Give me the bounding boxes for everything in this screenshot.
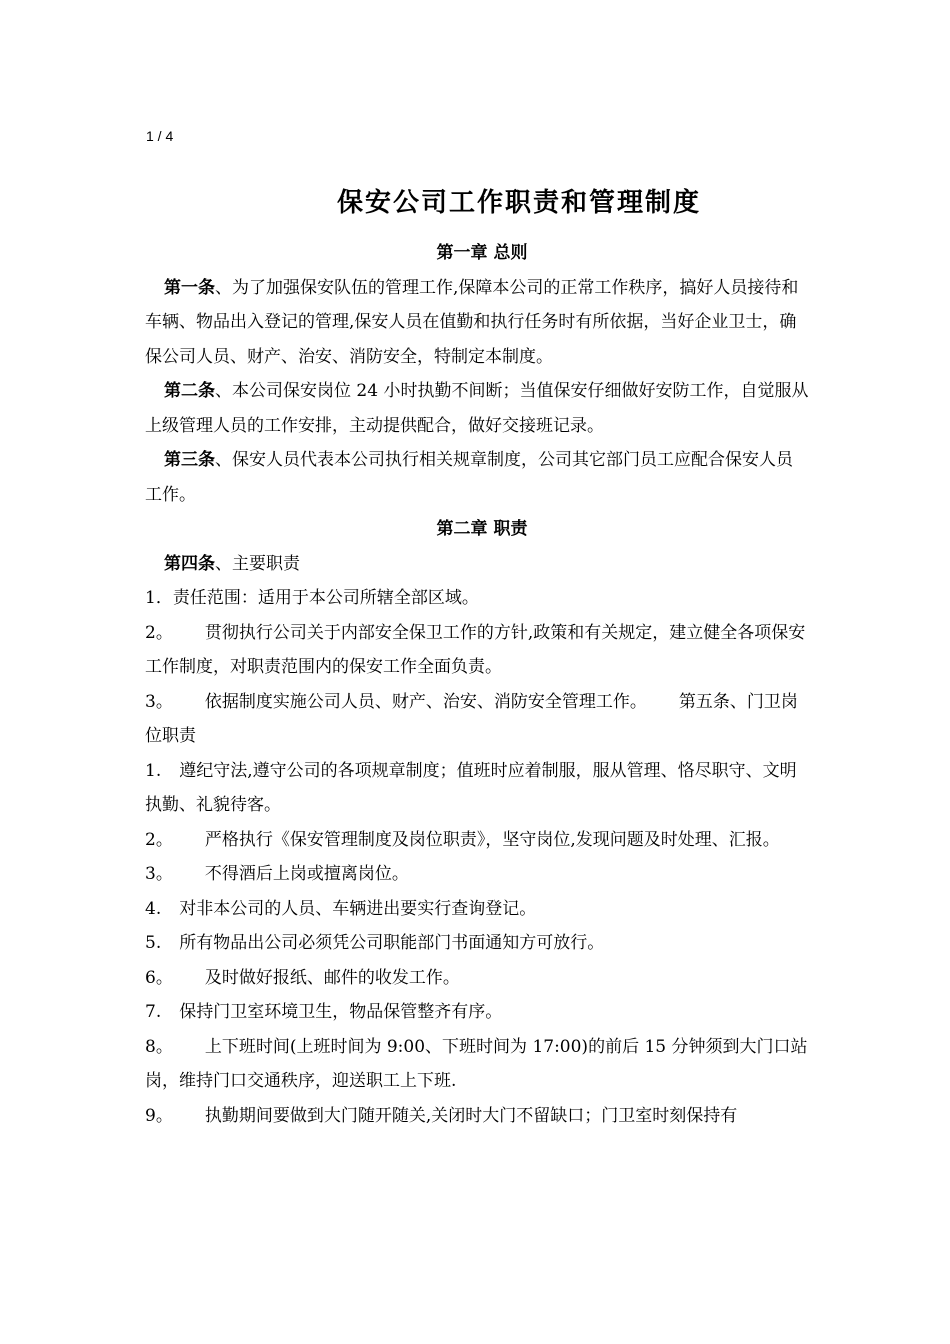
article-text: 、为了加强保安队伍的管理工作,保障本公司的正常工作秩序，搞好人员接待和车辆、物品出入登记的管理,保安人员在值勤和执行任务时有所依据，当好企业卫士，确保公司人员、财产、治安、消防安全，特制定本制度。 bbox=[145, 277, 799, 367]
article-4 bbox=[145, 547, 809, 582]
chapter-heading: 第一章 总则 bbox=[436, 243, 528, 263]
list-item: 5. 所有物品出公司必须凭公司职能部门书面通知方可放行。 bbox=[145, 933, 605, 953]
list-item: 6。 及时做好报纸、邮件的收发工作。 bbox=[145, 967, 460, 988]
list-item: 2。 贯彻执行公司关于内部安全保卫工作的方针,政策和有关规定，建立健全各项保安工作制度，对职责范围内的保安工作全面负责。 bbox=[145, 622, 806, 677]
article-label: 第一条 bbox=[164, 277, 215, 298]
list-item: 4. 对非本公司的人员、车辆进出要实行查询登记。 bbox=[145, 898, 537, 919]
list-item: 2。 严格执行《保安管理制度及岗位职责》，坚守岗位,发现问题及时处理、汇报。 bbox=[145, 829, 780, 850]
article-label: 第四条 bbox=[164, 553, 215, 574]
list-item: 3。 依据制度实施公司人员、财产、治安、消防安全管理工作。 第五条、门卫岗位职责 bbox=[145, 691, 798, 746]
document-body bbox=[145, 236, 809, 1133]
article-1 bbox=[145, 271, 809, 375]
article-label: 第二条 bbox=[164, 381, 215, 401]
article-label: 第三条 bbox=[164, 450, 215, 470]
article-3 bbox=[145, 443, 809, 512]
list-item: 1．责任范围：适用于本公司所辖全部区域。 bbox=[145, 588, 479, 608]
document-title: 保安公司工作职责和管理制度 bbox=[336, 188, 701, 218]
list-item: 9。 执勤期间要做到大门随开随关,关闭时大门不留缺口；门卫室时刻保持有 bbox=[145, 1105, 738, 1126]
article-text: 、本公司保安岗位 24 小时执勤不间断；当值保安仔细做好安防工作，自觉服从上级管理人员的工作安排，主动提供配合，做好交接班记录。 bbox=[145, 381, 809, 436]
list-item: 3。 不得酒后上岗或擅离岗位。 bbox=[145, 864, 409, 884]
page-number: 1 / 4 bbox=[146, 128, 174, 144]
article-2 bbox=[145, 374, 809, 443]
article-text: 、保安人员代表本公司执行相关规章制度，公司其它部门员工应配合保安人员工作。 bbox=[145, 450, 793, 505]
list-item: 8。 上下班时间(上班时间为 9:00、下班时间为 17:00)的前后 15 分钟须到大门口站岗，维持门口交通秩序，迎送职工上下班. bbox=[145, 1036, 808, 1091]
list-item: 1. 遵纪守法,遵守公司的各项规章制度；值班时应着制服，服从管理、恪尽职守、文明执勤、礼貌待客。 bbox=[145, 760, 797, 815]
article-text: 、主要职责 bbox=[215, 553, 300, 574]
list-item: 7. 保持门卫室环境卫生，物品保管整齐有序。 bbox=[145, 1002, 503, 1022]
chapter-heading: 第二章 职责 bbox=[436, 519, 528, 539]
